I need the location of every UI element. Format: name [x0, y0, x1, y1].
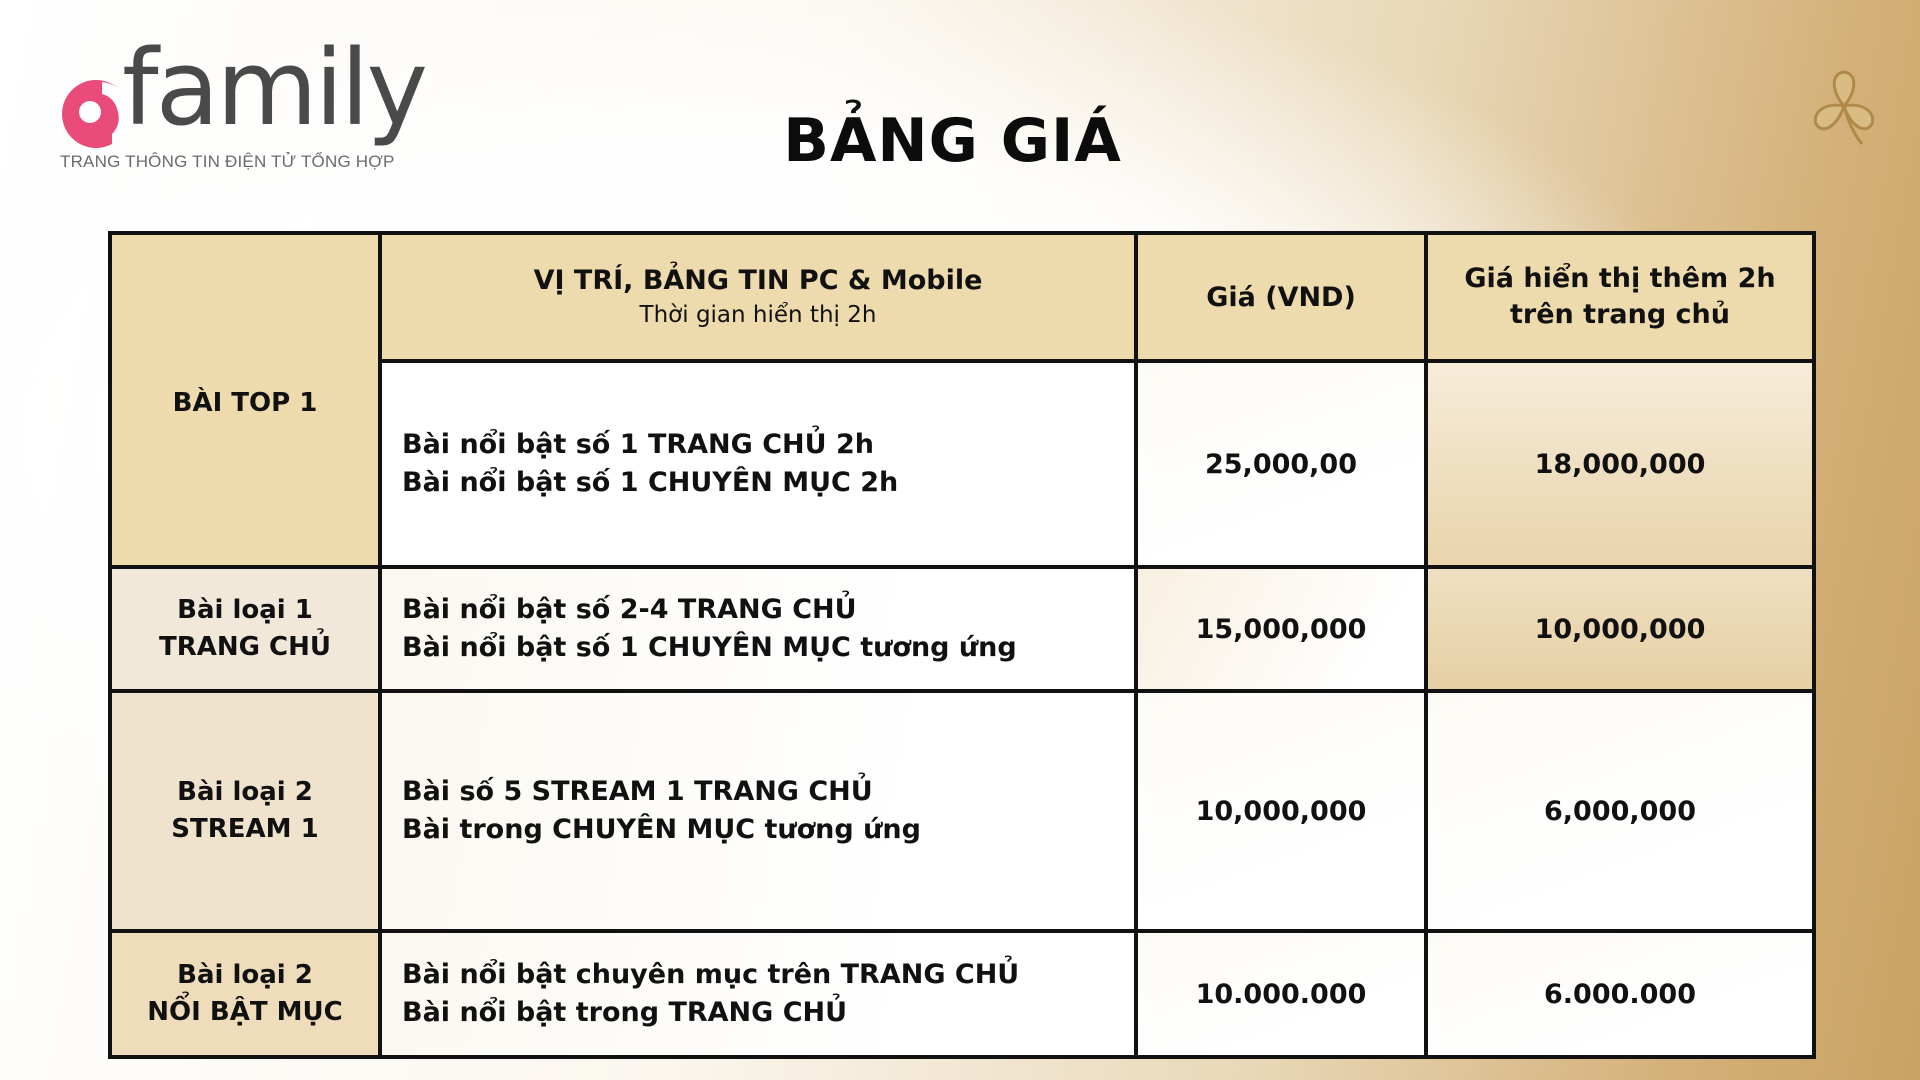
row-extra-type2-featured: 6.000.000 — [1426, 931, 1814, 1057]
header-position-title: VỊ TRÍ, BẢNG TIN PC & Mobile — [533, 265, 983, 296]
table-row — [110, 691, 1814, 931]
row-price-top1: 25,000,00 — [1136, 361, 1426, 567]
row-price-type2-stream: 10,000,000 — [1136, 691, 1426, 931]
row-extra-top1: 18,000,000 — [1426, 361, 1814, 567]
header-price: Giá (VND) — [1136, 233, 1426, 361]
table-header-row — [110, 233, 1814, 361]
row-label-type2-stream: Bài loại 2 STREAM 1 — [110, 691, 380, 931]
row-position-type2-stream: Bài số 5 STREAM 1 TRANG CHỦ Bài trong CHUYÊN MỤC tương ứng — [380, 691, 1136, 931]
row-label-type2-featured: Bài loại 2 NỔI BẬT MỤC — [110, 931, 380, 1057]
row-price-type2-featured: 10.000.000 — [1136, 931, 1426, 1057]
logo-wordmark: family — [122, 27, 425, 149]
row-position-type2-featured: Bài nổi bật chuyên mục trên TRANG CHỦ Bài nổi bật trong TRANG CHỦ — [380, 931, 1136, 1057]
row-extra-type1-home: 10,000,000 — [1426, 567, 1814, 691]
row-label-top1: BÀI TOP 1 — [110, 233, 380, 567]
row-price-type1-home: 15,000,000 — [1136, 567, 1426, 691]
header-extra-price: Giá hiển thị thêm 2h trên trang chủ — [1426, 233, 1814, 361]
header-position-subtitle: Thời gian hiển thị 2h — [639, 302, 877, 328]
row-label-type1-home: Bài loại 1 TRANG CHỦ — [110, 567, 380, 691]
row-position-type1-home: Bài nổi bật số 2-4 TRANG CHỦ Bài nổi bật số 1 CHUYÊN MỤC tương ứng — [380, 567, 1136, 691]
table-row — [110, 931, 1814, 1057]
header-position — [380, 233, 1136, 361]
price-table — [108, 231, 1816, 1059]
table-row — [110, 567, 1814, 691]
row-extra-type2-stream: 6,000,000 — [1426, 691, 1814, 931]
row-position-top1: Bài nổi bật số 1 TRANG CHỦ 2h Bài nổi bật số 1 CHUYÊN MỤC 2h — [380, 361, 1136, 567]
logo-tagline: TRANG THÔNG TIN ĐIỆN TỬ TỔNG HỢP — [60, 152, 395, 171]
page-title: BẢNG GIÁ — [783, 106, 1122, 176]
